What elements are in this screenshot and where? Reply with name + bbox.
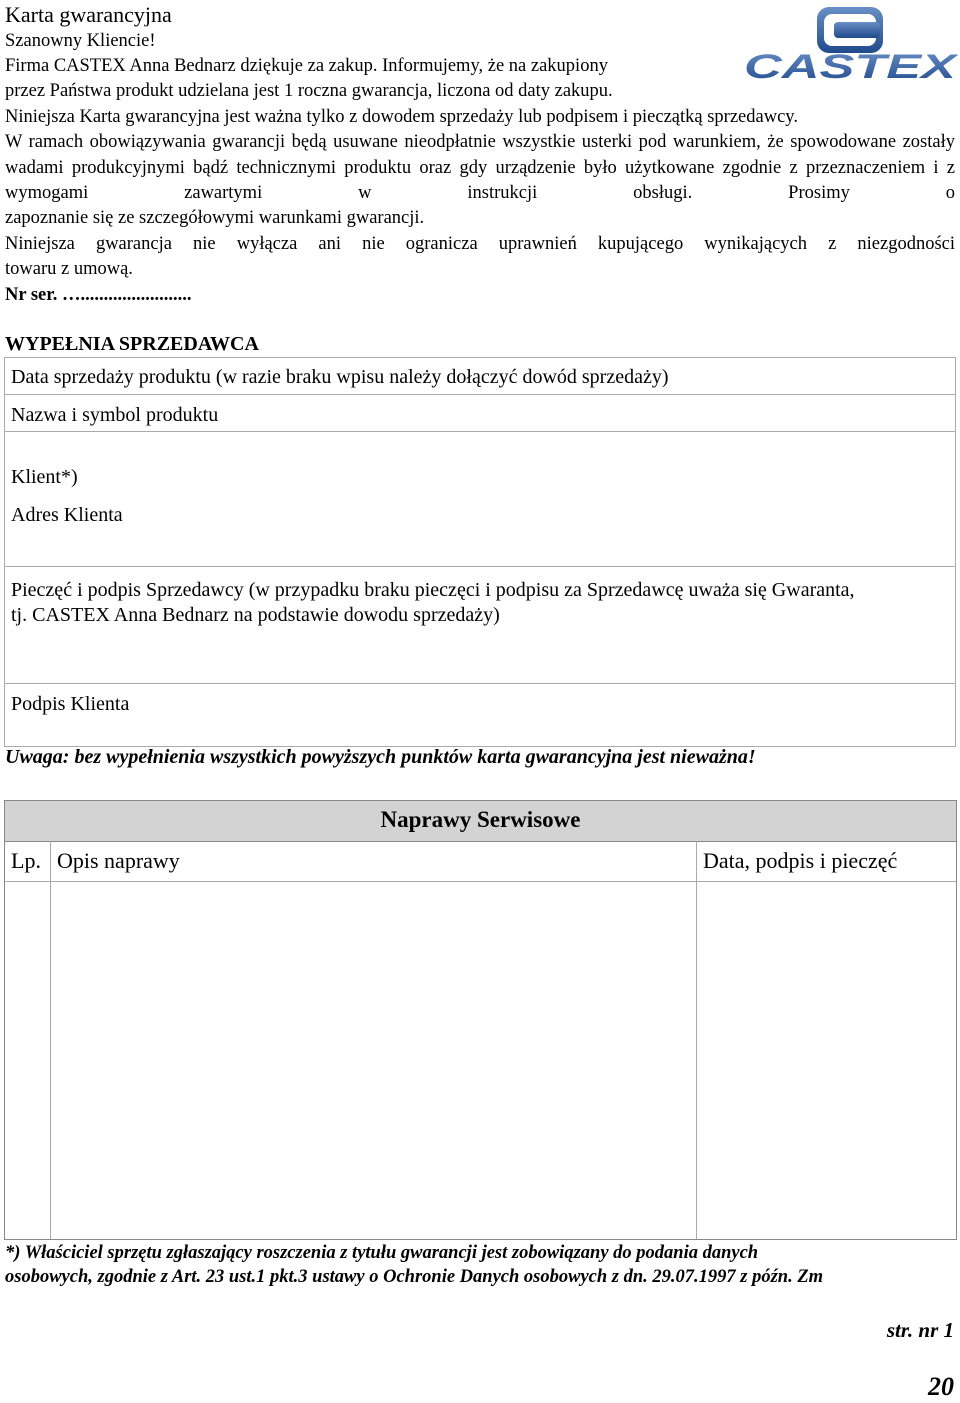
logo-text: CASTEX [744,48,958,82]
seller-stamp-label: Pieczęć i podpis Sprzedawcy (w przypadku braku pieczęci i podpisu za Sprzedawcę uważa się Gwaranta, [11,579,855,601]
rights-paragraph-end: towaru z umową. [5,259,133,279]
col-desc-header: Opis naprawy [57,841,180,882]
service-table-header [5,801,956,842]
page-title: Karta gwarancyjna [5,2,172,27]
intro-line-3: Niniejsza Karta gwarancyjna jest ważna tylko z dowodem sprzedaży lub podpisem i pieczątką sprzedawcy. [5,107,798,127]
client-address-label: Adres Klienta [11,504,123,526]
product-name-label: Nazwa i symbol produktu [11,404,219,426]
intro-line-1: Firma CASTEX Anna Bednarz dziękuje za zakup. Informujemy, że na zakupiony [5,56,608,76]
service-title: Naprawy Serwisowe [380,807,581,832]
client-label: Klient*) [11,466,78,488]
rights-paragraph: Niniejsza gwarancja nie wyłącza ani nie ogranicza uprawnień kupującego wynikających z niezgodności [5,234,955,254]
seller-stamp-field[interactable] [4,566,956,684]
footnote-line-2: osobowych, zgodnie z Art. 23 ust.1 pkt.3 ustawy o Ochronie Danych osobowych z dn. 29.07.1997 z późn. Zm [5,1267,824,1287]
greeting: Szanowny Kliencie! [5,31,156,51]
serial-number: Nr ser. …........................ [5,285,192,305]
column-divider [50,841,51,1239]
sale-date-label: Data sprzedaży produktu (w razie braku wpisu należy dołączyć dowód sprzedaży) [11,366,669,388]
warranty-conditions-end: zapoznanie się ze szczegółowymi warunkami gwarancji. [5,208,425,228]
seller-stamp-label-2: tj. CASTEX Anna Bednarz na podstawie dowodu sprzedaży) [11,604,500,626]
warning-note: Uwaga: bez wypełnienia wszystkich powyższych punktów karta gwarancyjna jest nieważna! [5,746,756,768]
col-date-header: Data, podpis i pieczęć [703,841,897,882]
client-field[interactable] [4,431,956,567]
client-signature-field[interactable] [4,683,956,747]
sale-date-field[interactable] [4,357,956,395]
page-number: 20 [928,1372,954,1401]
service-table [4,800,957,1240]
footnote-line-1: *) Właściciel sprzętu zgłaszający roszczenia z tytułu gwarancji jest zobowiązany do podania danych [5,1243,759,1263]
client-signature-label: Podpis Klienta [11,693,130,715]
page-label: str. nr 1 [886,1318,954,1342]
col-no-header: Lp. [11,841,41,882]
warranty-conditions: W ramach obowiązywania gwarancji będą usuwane nieodpłatnie wszystkie usterki pod warunkiem, że spowodowane zostały wadami produkcyjnymi bądź technicznymi produktu oraz gdy urządzenie było użytkowane zgodnie z przeznaczeniem i z wymogami zawartymi w instrukcji obsługi. Prosimy o [5,132,955,203]
seller-heading: WYPEŁNIA SPRZEDAWCA [5,333,259,355]
product-name-field[interactable] [4,394,956,432]
castex-logo [742,4,958,82]
column-divider [696,841,697,1239]
intro-line-2: przez Państwa produkt udzielana jest 1 roczna gwarancja, liczona od daty zakupu. [5,81,613,101]
